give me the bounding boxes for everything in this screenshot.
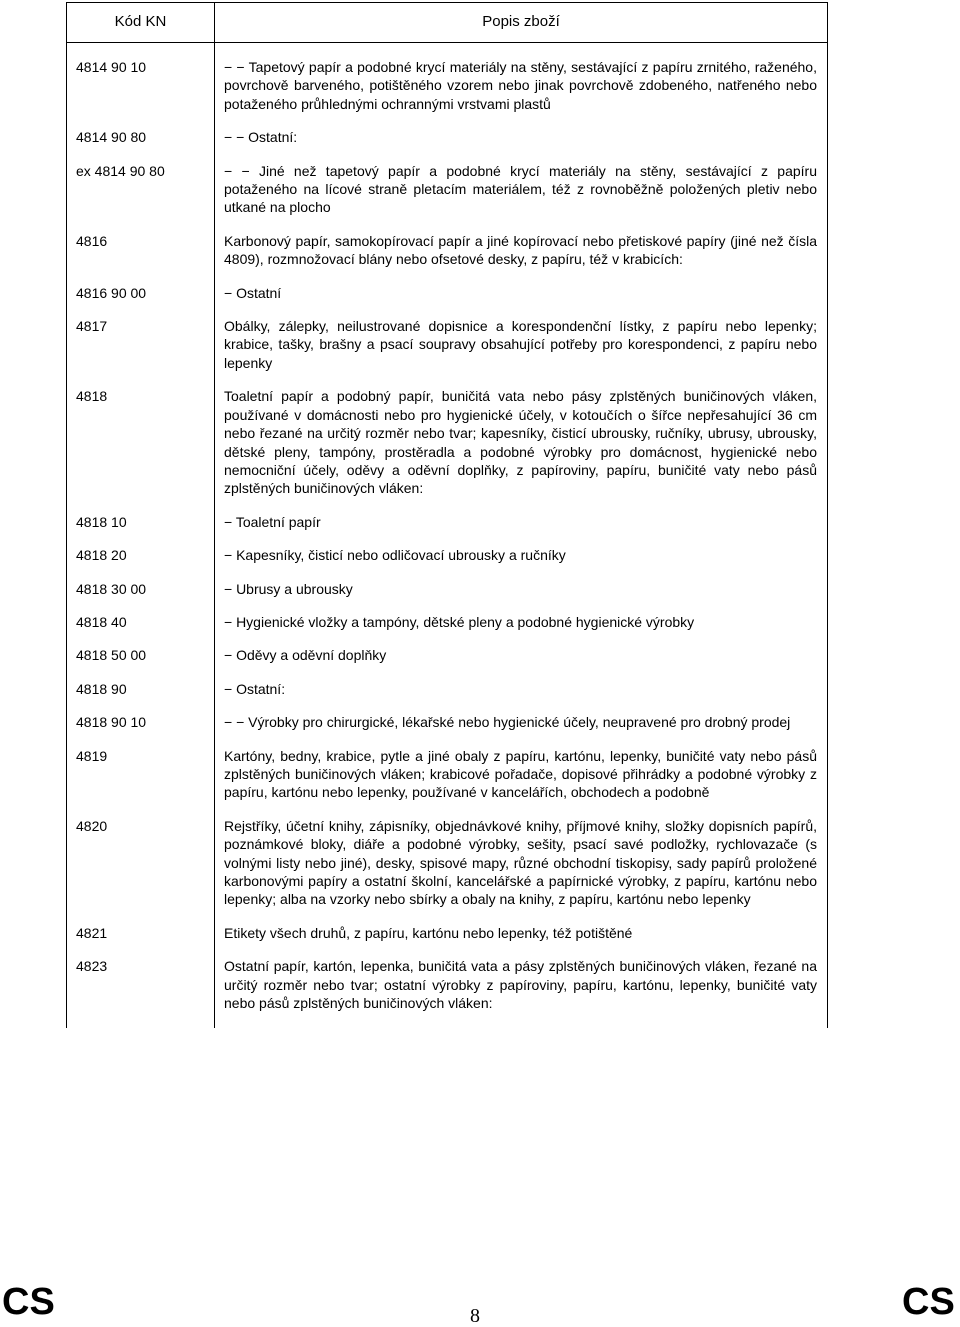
spacer-cell — [67, 942, 215, 957]
goods-description: Rejstříky, účetní knihy, zápisníky, objednávkové knihy, příjmové knihy, složky dopisních papírů, poznámkové bloky, diáře a podobné výrobky, sešity, psací savé podložky, rychlovazače (s volnými listy nebo jiné), desky, spisové mapy, různé obchodní tiskopisy, sady papírů proložené karbonovými papíry a ostatní školní, kancelářské a papírnické výrobky, z papíru, kartónu nebo lepenky; alba na vzorky nebo sbírky a obaly na knihy, z papíru, kartónu nebo lepenky — [215, 817, 828, 909]
spacer-cell — [67, 665, 215, 680]
row-spacer — [67, 302, 828, 317]
spacer-cell — [67, 269, 215, 284]
table-row — [67, 317, 828, 372]
commodity-code: 4816 90 00 — [67, 284, 215, 302]
table-body — [67, 43, 828, 1029]
row-spacer — [67, 147, 828, 162]
row-spacer — [67, 631, 828, 646]
goods-description: − Kapesníky, čisticí nebo odličovací ubrousky a ručníky — [215, 546, 828, 564]
commodity-code: 4814 90 80 — [67, 128, 215, 146]
spacer-cell — [67, 43, 215, 59]
spacer-cell — [215, 217, 828, 232]
spacer-cell — [215, 698, 828, 713]
page-number: 8 — [470, 1305, 480, 1327]
spacer-cell — [67, 372, 215, 387]
spacer-cell — [215, 1012, 828, 1028]
spacer-cell — [67, 732, 215, 747]
goods-description: Kartóny, bedny, krabice, pytle a jiné obaly z papíru, kartónu, lepenky, buničité vaty nebo pásů zplstěných buničinových vláken; krabicové pořadače, dopisové přihrádky a podobné výrobky z papíru, kartónu nebo lepenky, používané v kancelářích, obchodech a podobně — [215, 747, 828, 802]
table-row — [67, 513, 828, 531]
spacer-cell — [215, 942, 828, 957]
commodity-code: 4820 — [67, 817, 215, 909]
table-row — [67, 680, 828, 698]
goods-description: − − Tapetový papír a podobné krycí materiály na stěny, sestávající z papíru zrnitého, raženého, povrchově barveného, potištěného vzorem nebo jinak povrchově zdobeného, natřeného nebo potaženého průhlednými ochrannými vrstvami plastů — [215, 58, 828, 113]
table-row — [67, 817, 828, 909]
table-header-row — [67, 3, 828, 43]
commodity-code: 4818 90 — [67, 680, 215, 698]
table-row — [67, 713, 828, 731]
row-spacer — [67, 665, 828, 680]
header-code: Kód KN — [67, 3, 215, 43]
spacer-cell — [215, 598, 828, 613]
row-spacer — [67, 372, 828, 387]
goods-description: Toaletní papír a podobný papír, buničitá vata nebo pásy zplstěných buničinových vláken, používané v domácnosti nebo pro hygienické účely, v kotoučích o šířce nepřesahující 36 cm nebo řezané na určitý rozměr nebo tvar; kapesníky, čisticí ubrousky, ručníky, ubrusy, ubrousky, dětské pleny, tampóny, prostěradla a podobné výrobky pro domácnost, hygienické nebo nemocniční účely, oděvy a oděvní doplňky, z papíroviny, papíru, buničité vaty nebo pásů zplstěných buničinových vláken: — [215, 387, 828, 497]
language-code-right: CS — [902, 1281, 955, 1323]
spacer-cell — [215, 909, 828, 924]
table-row — [67, 613, 828, 631]
spacer-cell — [67, 565, 215, 580]
commodity-code: 4818 50 00 — [67, 646, 215, 664]
table-row — [67, 162, 828, 217]
commodity-code: 4814 90 10 — [67, 58, 215, 113]
commodity-code: 4817 — [67, 317, 215, 372]
row-spacer — [67, 942, 828, 957]
spacer-cell — [215, 372, 828, 387]
spacer-cell — [67, 909, 215, 924]
spacer-cell — [67, 217, 215, 232]
spacer-cell — [67, 1012, 215, 1028]
goods-description: − Hygienické vložky a tampóny, dětské pleny a podobné hygienické výrobky — [215, 613, 828, 631]
spacer-cell — [67, 302, 215, 317]
commodity-code: 4819 — [67, 747, 215, 802]
spacer-cell — [67, 498, 215, 513]
spacer-cell — [67, 147, 215, 162]
row-spacer — [67, 598, 828, 613]
goods-description: Obálky, zálepky, neilustrované dopisnice a korespondenční lístky, z papíru nebo lepenky; krabice, tašky, brašny a psací soupravy obsahující potřeby pro korespondenci, z papíru nebo lepenky — [215, 317, 828, 372]
table-row — [67, 232, 828, 269]
table-row — [67, 128, 828, 146]
row-spacer — [67, 565, 828, 580]
spacer-cell — [67, 631, 215, 646]
goods-description: − Ostatní — [215, 284, 828, 302]
row-spacer — [67, 909, 828, 924]
spacer-cell — [215, 113, 828, 128]
header-description: Popis zboží — [215, 3, 828, 43]
row-spacer — [67, 698, 828, 713]
goods-description: Ostatní papír, kartón, lepenka, buničitá vata a pásy zplstěných buničinových vláken, řezané na určitý rozměr nebo tvar; ostatní výrobky z papíroviny, papíru, kartónu, lepenky, buničité vaty nebo pásů zplstěných buničinových vláken: — [215, 957, 828, 1012]
spacer-cell — [215, 302, 828, 317]
row-spacer — [67, 732, 828, 747]
commodity-code: 4816 — [67, 232, 215, 269]
goods-description: − Ubrusy a ubrousky — [215, 580, 828, 598]
goods-description: Etikety všech druhů, z papíru, kartónu nebo lepenky, též potištěné — [215, 924, 828, 942]
table-row — [67, 957, 828, 1012]
spacer-cell — [215, 802, 828, 817]
spacer-cell — [67, 802, 215, 817]
table-row — [67, 546, 828, 564]
table-row — [67, 58, 828, 113]
row-spacer — [67, 1012, 828, 1028]
commodity-code: 4821 — [67, 924, 215, 942]
goods-description: − − Jiné než tapetový papír a podobné krycí materiály na stěny, sestávající z papíru potaženého na lícové straně pletacím materiálem, též z rovnoběžně položených pletiv nebo utkané na plocho — [215, 162, 828, 217]
spacer-cell — [215, 732, 828, 747]
spacer-cell — [215, 147, 828, 162]
commodity-code: 4818 10 — [67, 513, 215, 531]
row-spacer — [67, 43, 828, 59]
goods-description: − Toaletní papír — [215, 513, 828, 531]
commodity-code: 4823 — [67, 957, 215, 1012]
commodity-code: 4818 90 10 — [67, 713, 215, 731]
table-row — [67, 646, 828, 664]
spacer-cell — [67, 598, 215, 613]
spacer-cell — [215, 631, 828, 646]
row-spacer — [67, 802, 828, 817]
commodity-code: 4818 40 — [67, 613, 215, 631]
row-spacer — [67, 531, 828, 546]
table-row — [67, 387, 828, 497]
goods-description: − Oděvy a oděvní doplňky — [215, 646, 828, 664]
goods-description: − − Výrobky pro chirurgické, lékařské nebo hygienické účely, neupravené pro drobný prodej — [215, 713, 828, 731]
table-row — [67, 747, 828, 802]
commodity-code: ex 4814 90 80 — [67, 162, 215, 217]
spacer-cell — [215, 498, 828, 513]
row-spacer — [67, 113, 828, 128]
spacer-cell — [215, 43, 828, 59]
row-spacer — [67, 269, 828, 284]
spacer-cell — [67, 113, 215, 128]
spacer-cell — [215, 665, 828, 680]
language-code-left: CS — [2, 1281, 55, 1323]
table-row — [67, 580, 828, 598]
table-row — [67, 924, 828, 942]
spacer-cell — [215, 531, 828, 546]
row-spacer — [67, 217, 828, 232]
goods-description: − Ostatní: — [215, 680, 828, 698]
spacer-cell — [67, 698, 215, 713]
spacer-cell — [215, 269, 828, 284]
spacer-cell — [215, 565, 828, 580]
goods-description: − − Ostatní: — [215, 128, 828, 146]
commodity-code: 4818 20 — [67, 546, 215, 564]
row-spacer — [67, 498, 828, 513]
spacer-cell — [67, 531, 215, 546]
goods-description: Karbonový papír, samokopírovací papír a jiné kopírovací nebo přetiskové papíry (jiné než čísla 4809), rozmnožovací blány nebo ofsetové desky, z papíru, též v krabicích: — [215, 232, 828, 269]
table-row — [67, 284, 828, 302]
tariff-table — [66, 2, 828, 1028]
commodity-code: 4818 30 00 — [67, 580, 215, 598]
commodity-code: 4818 — [67, 387, 215, 497]
